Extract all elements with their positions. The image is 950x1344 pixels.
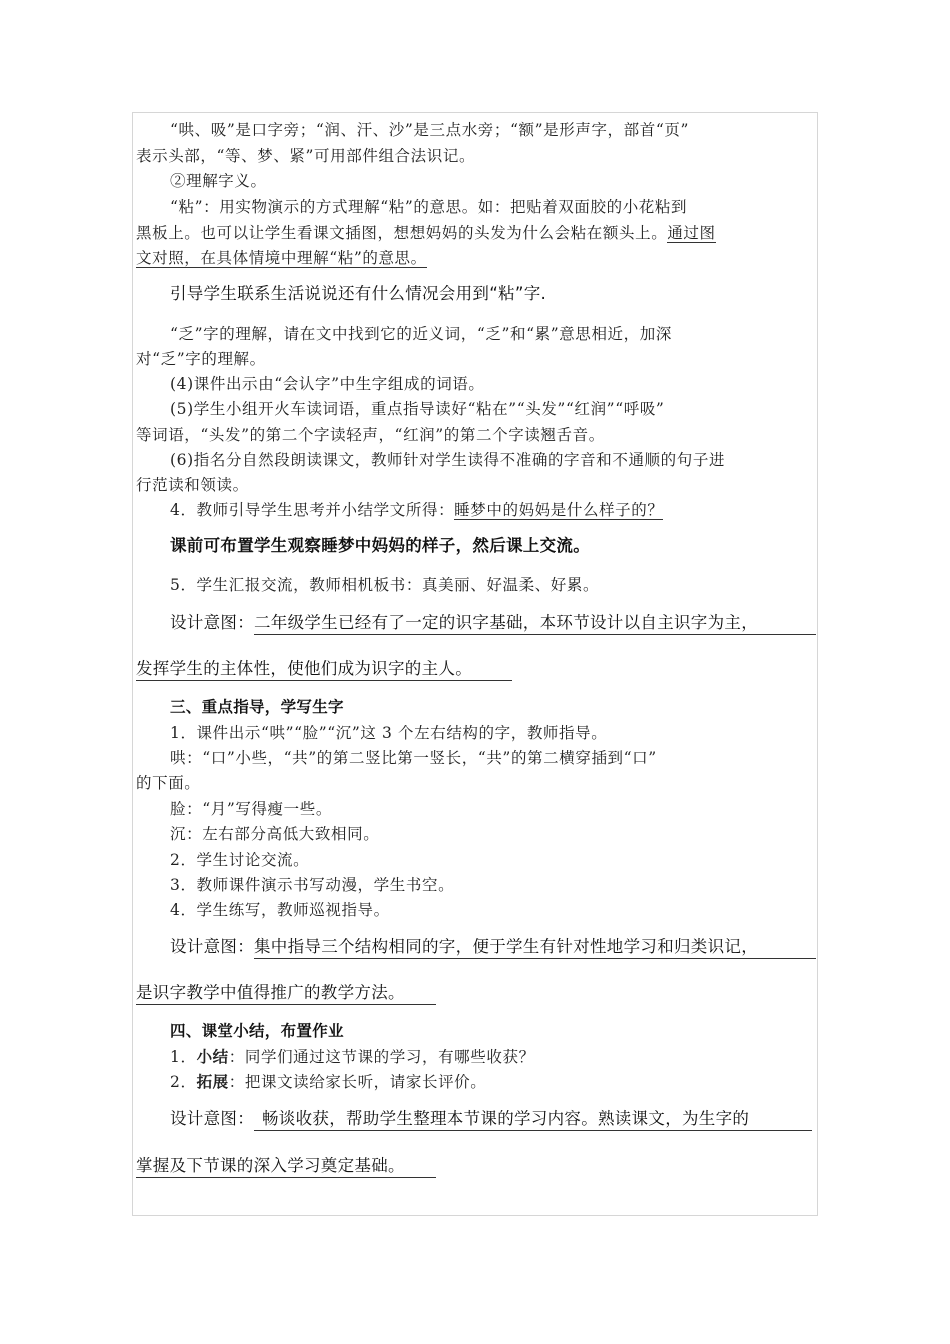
design-intent-3-label: 设计意图： — [170, 1109, 254, 1128]
section-3-step4: 4．学生练写，教师巡视指导。 — [170, 901, 390, 919]
paragraph-zhan-line2-text: 黑板上。也可以让学生看课文插图，想想妈妈的头发为什么会粘在额头上。 — [136, 224, 668, 242]
paragraph-fa-line1: “乏”字的理解，请在文中找到它的近义词，“乏”和“累”意思相近，加深 — [170, 325, 672, 343]
design-intent-2-text1: 集中指导三个结构相同的字，便于学生有针对性地学习和归类识记， — [254, 933, 816, 959]
design-intent-2-line2 — [136, 979, 436, 1005]
paragraph-zhan-underline-b: 文对照，在具体情境中理解“粘”的意思。 — [136, 249, 427, 267]
design-intent-1-text1: 二年级学生已经有了一定的识字基础，本环节设计以自主识字为主， — [254, 609, 816, 635]
design-intent-1-line1 — [170, 609, 816, 635]
design-intent-2-text2: 是识字教学中值得推广的教学方法。 — [136, 979, 436, 1005]
paragraph-zhan-line3 — [136, 246, 427, 268]
step-6-line1: (6)指名分自然段朗读课文，教师针对学生读得不准确的字音和不通顺的句子进 — [170, 451, 726, 469]
section-4-step2-text: ：把课文读给家长听，请家长评价。 — [228, 1073, 487, 1091]
section-3-step2: 2．学生讨论交流。 — [170, 851, 310, 869]
design-intent-1-text2: 发挥学生的主体性，使他们成为识字的主人。 — [136, 655, 512, 681]
step-5-line2: 等词语，“头发”的第二个字读轻声，“红润”的第二个字读翘舌音。 — [136, 426, 605, 444]
design-intent-3-line1 — [170, 1105, 812, 1131]
section-4-step1 — [170, 1045, 535, 1067]
section-4-step1-num: 1． — [170, 1048, 197, 1066]
paragraph-zhan-line2 — [136, 221, 716, 243]
section-3-step3: 3．教师课件演示书写动漫，学生书空。 — [170, 876, 455, 894]
teacher-summary-text: 4．教师引导学生思考并小结学文所得： — [170, 501, 455, 519]
section-4-step2-num: 2． — [170, 1073, 197, 1091]
understand-meaning-heading: ②理解字义。 — [170, 172, 267, 190]
section-3-hong-line1: 哄：“口”小些，“共”的第二竖比第一竖长，“共”的第二横穿插到“口” — [170, 749, 657, 767]
design-intent-3-text2: 掌握及下节课的深入学习奠定基础。 — [136, 1152, 436, 1178]
step-6-line2: 行范读和领读。 — [136, 476, 249, 494]
section-4-step1-label: 小结 — [196, 1048, 229, 1066]
step-5-line1: (5)学生小组开火车读词语，重点指导读好“粘在”“头发”“红润”“呼吸” — [170, 400, 665, 418]
step-4-courseware: (4)课件出示由“会认字”中生字组成的词语。 — [170, 375, 485, 393]
section-4-step2-label: 拓展 — [196, 1073, 229, 1091]
section-4-title: 四、课堂小结，布置作业 — [170, 1022, 344, 1040]
section-3-chen: 沉：左右部分高低大致相同。 — [170, 825, 380, 843]
guide-life-connection: 引导学生联系生活说说还有什么情况会用到“粘”字. — [170, 284, 547, 303]
design-intent-1-line2 — [136, 655, 512, 681]
section-3-step1: 1．课件出示“哄”“脸”“沉”这 3 个左右结构的字，教师指导。 — [170, 724, 608, 742]
section-3-lian: 脸：“月”写得瘦一些。 — [170, 800, 332, 818]
paragraph-radicals-line2: 表示头部，“等、梦、紧”可用部件组合法识记。 — [136, 147, 476, 165]
design-intent-2-label: 设计意图： — [170, 937, 254, 956]
design-intent-3-line2 — [136, 1152, 436, 1178]
design-intent-1-label: 设计意图： — [170, 613, 254, 632]
section-3-hong-line2: 的下面。 — [136, 774, 201, 792]
paragraph-zhan-underline-a: 通过图 — [667, 224, 716, 242]
section-4-step1-text: ：同学们通过这节课的学习，有哪些收获？ — [228, 1048, 535, 1066]
design-intent-3-text1: 畅谈收获，帮助学生整理本节课的学习内容。熟读课文，为生字的 — [254, 1105, 812, 1131]
paragraph-zhan-line1: “粘”：用实物演示的方式理解“粘”的意思。如：把贴着双面胶的小花粘到 — [170, 198, 688, 216]
student-report: 5．学生汇报交流，教师相机板书：真美丽、好温柔、好累。 — [170, 576, 600, 594]
section-4-step2 — [170, 1070, 486, 1092]
section-3-title: 三、重点指导，学写生字 — [170, 698, 344, 716]
teacher-summary-line — [170, 498, 663, 520]
teacher-summary-question: 睡梦中的妈妈是什么样子的？ — [454, 501, 664, 519]
design-intent-2-line1 — [170, 933, 816, 959]
preclass-observation: 课前可布置学生观察睡梦中妈妈的样子，然后课上交流。 — [170, 536, 590, 555]
paragraph-radicals-line1: “哄、吸”是口字旁；“润、汗、沙”是三点水旁；“额”是形声字，部首“页” — [170, 121, 689, 139]
paragraph-fa-line2: 对“乏”字的理解。 — [136, 350, 266, 368]
